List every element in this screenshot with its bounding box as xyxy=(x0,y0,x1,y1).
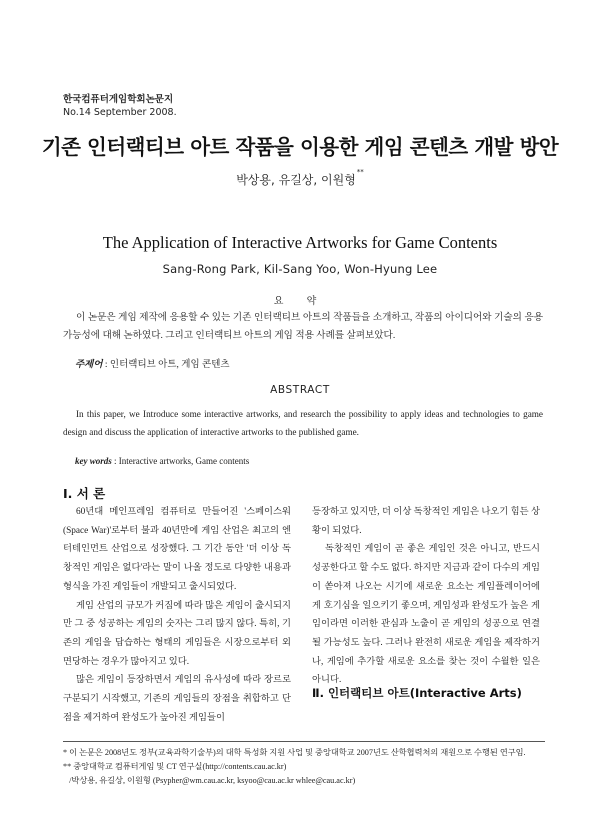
author-footnote-mark: ** xyxy=(356,168,364,176)
keywords-en-values: : Interactive artworks, Game contents xyxy=(111,456,250,466)
journal-name: 한국컴퓨터게임학회논문지 xyxy=(63,94,174,105)
title-english: The Application of Interactive Artworks for Game Contents xyxy=(102,233,498,252)
authors-korean xyxy=(0,168,600,188)
footnote-divider xyxy=(63,741,545,742)
paragraph: 등장하고 있지만, 더 이상 독창적인 게임은 나오기 힘든 상황이 되었다. xyxy=(312,507,540,536)
paragraph: 독창적인 게임이 곧 좋은 게임인 것은 아니고, 반드시 성공한다고 할 수도 없다. 하지만 지금과 같이 다수의 게임이 쏟아져 나오는 시기에 새로운 요소는 게임플레이어에게 호기심을 일으키기 좋으며, 게임성과 완성도가 높은 게임이라면 이러한 관심과 노출이 곧 게임의 성공으로 연결될 가능성도 높다. 그러나 완전히 새로운 게임을 제작하거나, 게임에 추가할 새로운 요소를 찾는 것이 수월한 일은 아니다. xyxy=(312,544,540,686)
section-1-right-column xyxy=(312,503,540,690)
section-1-heading: Ⅰ. 서 론 xyxy=(63,486,106,501)
section-1-left-column xyxy=(63,503,291,727)
keywords-ko-label: 주제어 xyxy=(75,360,103,370)
paragraph: 게임 산업의 규모가 커짐에 따라 많은 게임이 출시되지만 그 중 성공하는 게임의 숫자는 그리 많지 않다. 특히, 기존의 게임을 답습하는 형태의 게임들은 시장으로부터 외면당하는 경우가 많아지고 있다. xyxy=(63,600,291,667)
title-korean: 기존 인터랙티브 아트 작품을 이용한 게임 콘텐츠 개발 방안 xyxy=(41,135,559,159)
footnote-2: ** 중앙대학교 컴퓨터게임 및 CT 연구실(http://contents.cau.ac.kr) xyxy=(63,762,287,771)
footnote-1: * 이 논문은 2008년도 정부(교육과학기술부)의 대학 특성화 지원 사업 및 중앙대학교 2007년도 산학협력처의 재원으로 수행된 연구임. xyxy=(63,748,526,757)
abstract-ko-text: 이 논문은 게임 제작에 응용할 수 있는 기존 인터랙티브 아트의 작품들을 소개하고, 작품의 아이디어와 기술의 응용 가능성에 대해 논하였다. 그리고 인터랙티브 아트의 게임 적용 사례를 살펴보았다. xyxy=(63,312,543,341)
abstract-ko-heading: 요 약 xyxy=(273,296,327,307)
abstract-en-text: In this paper, we Introduce some interactive artworks, and research the possibility to apply ideas and technologies to game design and discuss the application of interactive artworks to the published game. xyxy=(63,409,543,437)
abstract-en-heading: ABSTRACT xyxy=(270,384,330,396)
journal-header xyxy=(63,93,177,119)
paragraph: 60년대 메인프레임 컴퓨터로 만들어진 '스페이스워(Space War)'로부터 불과 40년만에 게임 산업은 최고의 엔터테인먼트 산업으로 성장했다. 그 기간 동안 '더 이상 독창적인 게임은 없다'라는 말이 나올 정도로 다양한 내용과 형식을 가진 게임들이 개발되고 출시되었다. xyxy=(63,507,291,592)
section-2-heading: Ⅱ. 인터랙티브 아트(Interactive Arts) xyxy=(312,686,522,700)
authors-english: Sang-Rong Park, Kil-Sang Yoo, Won-Hyung Lee xyxy=(162,262,438,276)
authors-korean-names: 박상용, 유길상, 이원형 xyxy=(236,173,356,187)
footnote-3: /박상용, 유길상, 이원형 (Psypher@wm.cau.ac.kr, ksyoo@cau.ac.kr whlee@cau.ac.kr) xyxy=(63,776,356,785)
keywords-ko-values: : 인터랙티브 아트, 게임 콘텐츠 xyxy=(102,360,230,370)
keywords-en xyxy=(75,456,249,466)
paragraph: 많은 게임이 등장하면서 게임의 유사성에 따라 장르로 구분되기 시작했고, 기존의 게임들의 장점을 취합하고 단점을 제거하여 완성도가 높아진 게임들이 xyxy=(63,675,291,723)
journal-issue: No.14 September 2008. xyxy=(63,107,177,118)
keywords-en-label: key words xyxy=(75,456,112,466)
keywords-ko xyxy=(75,356,230,370)
